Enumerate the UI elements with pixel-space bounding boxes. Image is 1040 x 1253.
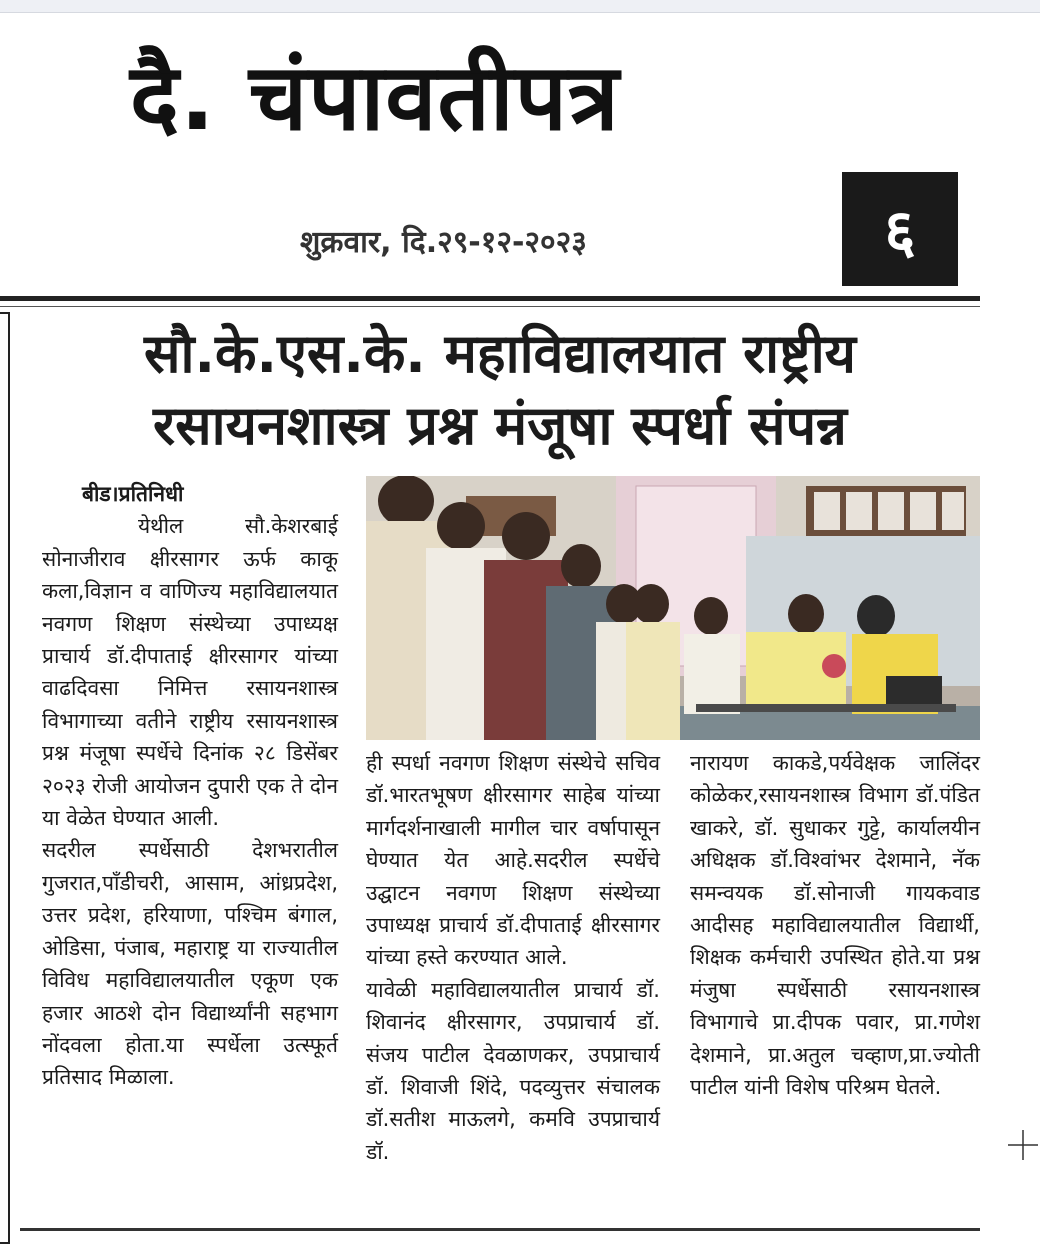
newspaper-masthead: दै. चंपावतीपत्र: [130, 44, 620, 151]
issue-date: शुक्रवार, दि.२९-१२-२०२३: [300, 225, 587, 260]
page-number-badge: ६: [842, 172, 958, 286]
header-rule: [0, 296, 980, 301]
headline-line-1: सौ.के.एस.के. महाविद्यालयात राष्ट्रीय: [143, 322, 857, 385]
article-column-2: [366, 747, 660, 1168]
event-photo: [366, 476, 980, 740]
article-paragraph-4: यावेळी महाविद्यालयातील प्राचार्य डॉ. शिवानंद क्षीरसागर, उपप्राचार्य डॉ. संजय पाटील देवळाणकर, उपप्राचार्य डॉ. शिवाजी शिंदे, पदव्युत्तर संचालक डॉ.सतीश माऊलगे, कमवि उपप्राचार्य डॉ.: [366, 977, 660, 1164]
article-paragraph-1: येथील सौ.केशरबाई सोनाजीराव क्षीरसागर ऊर्फ काकू कला,विज्ञान व वाणिज्य महाविद्यालयात नवगण शिक्षण संस्थेच्या उपाध्यक्ष प्राचार्य डॉ.दीपाताई क्षीरसागर यांच्या वाढदिवसा निमित्त रसायनशास्त्र विभागाच्या वतीने राष्ट्रीय रसायनशास्त्र प्रश्न मंजूषा स्पर्धेचे दिनांक २८ डिसेंबर २०२३ रोजी आयोजन दुपारी एक ते दोन या वेळेत घेण्यात आली.: [42, 514, 338, 831]
headline-line-2: रसायनशास्त्र प्रश्न मंजूषा स्पर्धा संपन्न: [153, 394, 847, 457]
browser-top-strip: [0, 0, 1040, 13]
article-frame-left: [0, 312, 10, 1244]
crosshair-icon: [1008, 1130, 1038, 1160]
header-rule-thin: [0, 306, 980, 307]
article-paragraph-3: ही स्पर्धा नवगण शिक्षण संस्थेचे सचिव डॉ.भारतभूषण क्षीरसागर साहेब यांच्या मार्गदर्शनाखाली मागील चार वर्षापासून घेण्यात येत आहे.सदरील स्पर्धेचे उद्घाटन नवगण शिक्षण संस्थेच्या उपाध्यक्ष प्राचार्य डॉ.दीपाताई क्षीरसागर यांच्या हस्ते करण्यात आले.: [366, 751, 660, 970]
article-column-1: [42, 478, 338, 1094]
article-paragraph-5: नारायण काकडे,पर्यवेक्षक जालिंदर कोळेकर,रसायनशास्त्र विभाग डॉ.पंडित खाकरे, डॉ. सुधाकर गुट्टे, कार्यालयीन अधिक्षक डॉ.विश्वांभर देशमाने, नॅक समन्वयक डॉ.सोनाजी गायकवाड आदीसह महाविद्यालयातील विद्यार्थी, शिक्षक कर्मचारी उपस्थित होते.या प्रश्न मंजुषा स्पर्धेसाठी रसायनशास्त्र विभागाचे प्रा.दीपक पवार, प्रा.गणेश देशमाने, प्रा.अतुल चव्हाण,प्रा.ज्योती पाटील यांनी विशेष परिश्रम घेतले.: [690, 751, 980, 1100]
article-paragraph-2: सदरील स्पर्धेसाठी देशभरातील गुजरात,पाँडीचरी, आसाम, आंध्रप्रदेश, उत्तर प्रदेश, हरियाणा, पश्चिम बंगाल, ओडिसा, पंजाब, महाराष्ट्र या राज्यातील विविध महाविद्यालयातील एकूण एक हजार आठशे दोन विद्यार्थ्यांनी सहभाग नोंदवला होता.या स्पर्धेला उत्स्फूर्त प्रतिसाद मिळाला.: [42, 838, 338, 1090]
article-headline: [20, 318, 980, 462]
article-column-3: [690, 747, 980, 1103]
article-dateline: बीड।प्रतिनिधी: [82, 482, 184, 506]
footer-rule: [20, 1228, 980, 1231]
